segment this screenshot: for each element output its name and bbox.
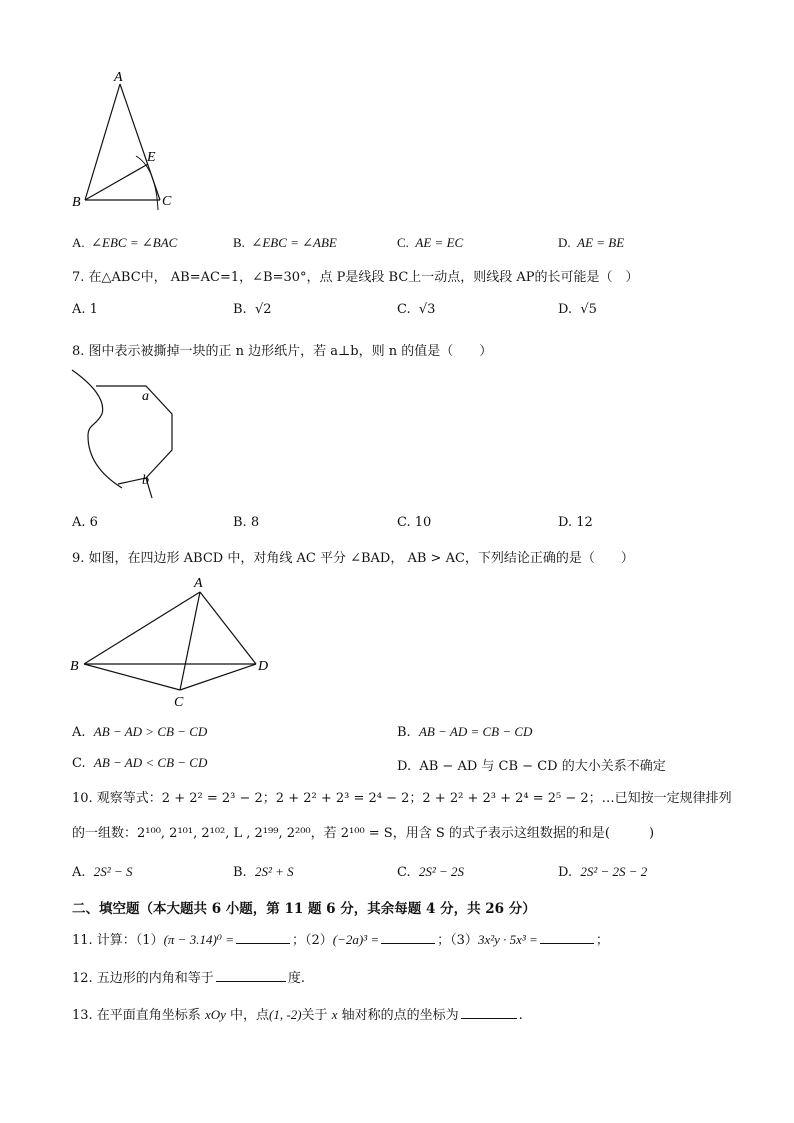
- label-e: E: [147, 150, 156, 165]
- q7-option-c[interactable]: C. √3: [397, 302, 436, 317]
- q9-option-a[interactable]: A. AB − AD > CB − CD: [72, 724, 208, 740]
- q11-expr-2: (−2a)³ =: [332, 932, 380, 947]
- q13-blank[interactable]: [461, 1017, 517, 1019]
- q10-stem-line1: 10. 观察等式：2 + 2² = 2³ − 2；2 + 2² + 2³ = 2⁴ − 2；2 + 2² + 2³ + 2⁴ = 2⁵ − 2；…已知按一定规律排列: [72, 791, 732, 806]
- section-title: 二、填空题（本大题共 6 小题，第 11 题 6 分，其余每题 4 分，共 26 分）: [72, 901, 536, 917]
- side-cd: [180, 664, 256, 690]
- q11-sep-1: ；（2）: [292, 933, 333, 948]
- q8-option-b[interactable]: B. 8: [233, 515, 260, 530]
- q8-stem: 8. 图中表示被撕掉一块的正 n 边形纸片，若 a⊥b，则 n 的值是（ ）: [72, 344, 493, 359]
- q13-mid-3: 轴对称的点的坐标为: [341, 1008, 459, 1023]
- q12-stem: [72, 967, 305, 986]
- q11-sep-2: ；（3）: [437, 933, 478, 948]
- quadrilateral-abcd-figure: [66, 572, 276, 712]
- q13-end: .: [518, 1008, 523, 1023]
- q7-option-b[interactable]: B. √2: [233, 302, 272, 317]
- q9-option-d[interactable]: D. AB − AD 与 CB − CD 的大小关系不确定: [397, 759, 666, 774]
- q13-point: (1, -2): [269, 1007, 302, 1022]
- torn-polygon-figure: [66, 366, 176, 506]
- label-b: B: [70, 659, 79, 674]
- label-b: B: [72, 195, 81, 210]
- q7-option-a[interactable]: A. 1: [72, 302, 98, 317]
- q10-option-d[interactable]: D. 2S² − 2S − 2: [558, 864, 648, 880]
- q12-blank[interactable]: [216, 980, 286, 982]
- q10-option-a[interactable]: A. 2S² − S: [72, 864, 133, 880]
- q11-prefix: 11. 计算：（1）: [72, 933, 164, 948]
- q12-prefix: 12. 五边形的内角和等于: [72, 971, 214, 986]
- q6-option-a[interactable]: A. ∠EBC = ∠BAC: [72, 235, 178, 250]
- label-side-a: a: [142, 389, 149, 404]
- q8-option-a[interactable]: A. 6: [72, 515, 98, 530]
- q10-stem-line2: 的一组数：2¹⁰⁰, 2¹⁰¹, 2¹⁰², L , 2¹⁹⁹, 2²⁰⁰，若 2¹⁰⁰ = S，用含 S 的式子表示这组数据的和是( ): [72, 826, 655, 841]
- q13-axis: x: [331, 1007, 338, 1022]
- label-a: A: [114, 70, 123, 85]
- q12-suffix: 度.: [287, 971, 305, 986]
- label-c: C: [174, 695, 184, 710]
- q6-option-d[interactable]: D. AE = BE: [558, 235, 625, 250]
- q7-stem: 7. 在△ABC中， AB=AC=1，∠B=30°，点 P是线段 BC上一动点，则线段 AP的长可能是（ ）: [72, 270, 639, 285]
- q13-prefix: 13. 在平面直角坐标系: [72, 1008, 201, 1023]
- label-a: A: [194, 576, 203, 591]
- q11-blank-2[interactable]: [381, 942, 435, 944]
- triangle-abc-figure: [60, 64, 190, 214]
- q11-end: ；: [595, 933, 609, 948]
- diagonal-ac: [180, 592, 200, 690]
- q11-stem: [72, 929, 609, 948]
- q9-option-b[interactable]: B. AB − AD = CB − CD: [397, 724, 533, 740]
- q9-option-c[interactable]: C. AB − AD < CB − CD: [72, 755, 208, 771]
- polygon-edges: [96, 386, 172, 498]
- q11-expr-3: 3x²y · 5x³ =: [477, 932, 538, 947]
- q6-option-b[interactable]: B. ∠EBC = ∠ABE: [233, 235, 337, 250]
- side-ad: [200, 592, 256, 664]
- q13-coord-system: xOy: [204, 1007, 226, 1022]
- q10-option-b[interactable]: B. 2S² + S: [233, 864, 294, 880]
- q11-blank-1[interactable]: [236, 942, 290, 944]
- q7-option-d[interactable]: D. √5: [558, 302, 597, 317]
- label-d: D: [258, 659, 269, 674]
- q6-option-c[interactable]: C. AE = EC: [397, 235, 464, 250]
- q11-expr-1: (π − 3.14)⁰ =: [163, 932, 235, 947]
- side-ab: [84, 592, 200, 664]
- q10-option-c[interactable]: C. 2S² − 2S: [397, 864, 465, 880]
- q8-option-d[interactable]: D. 12: [558, 515, 593, 530]
- q13-stem: [72, 1004, 523, 1023]
- q13-mid-2: 关于: [301, 1008, 328, 1023]
- side-bc: [84, 664, 180, 690]
- label-c: C: [162, 194, 172, 209]
- label-side-b: b: [142, 473, 149, 488]
- q11-blank-3[interactable]: [540, 942, 594, 944]
- q13-mid-1: 中，点: [230, 1008, 270, 1023]
- q9-stem: 9. 如图，在四边形 ABCD 中，对角线 AC 平分 ∠BAD， AB > AC，下列结论正确的是（ ）: [72, 551, 634, 566]
- torn-edge: [72, 370, 122, 488]
- q8-option-c[interactable]: C. 10: [397, 515, 432, 530]
